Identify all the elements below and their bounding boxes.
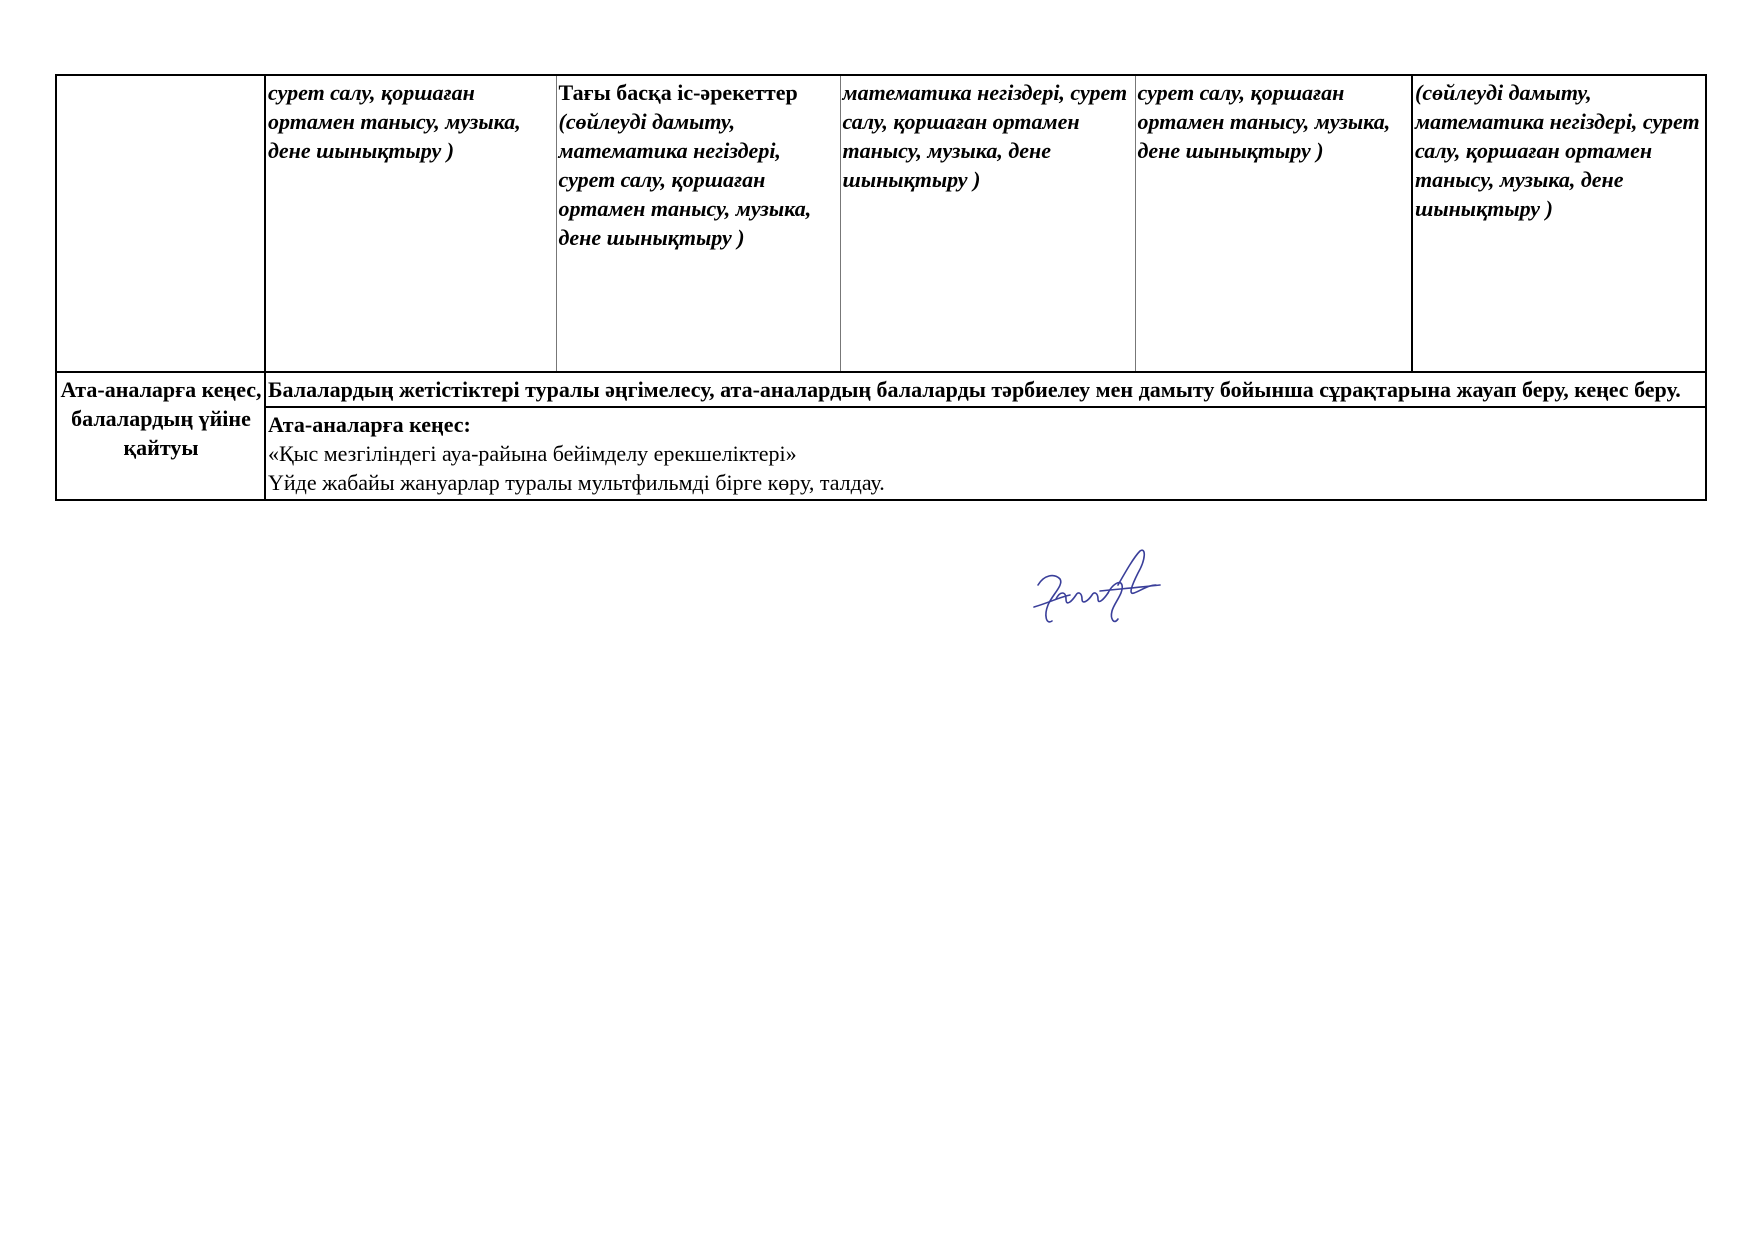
plan-table xyxy=(55,74,1707,501)
section-label-cell xyxy=(56,372,265,500)
activity-cell-3 xyxy=(840,75,1135,372)
activity-cell-5 xyxy=(1412,75,1706,372)
activities-row xyxy=(56,75,1706,372)
section-label: Ата-аналарға кеңес, балалардың үйіне қайтуы xyxy=(60,377,262,460)
activity-cell-2-text: (сөйлеуді дамыту, математика негіздері, сурет салу, қоршаған ортамен танысу, музыка, дене шынықтыру ) xyxy=(558,109,812,250)
activity-cell-1-text: сурет салу, қоршаған ортамен танысу, музыка, дене шынықтыру ) xyxy=(268,80,521,163)
parents-talk-cell xyxy=(265,372,1706,407)
parents-advice-cell xyxy=(265,407,1706,500)
signature-image xyxy=(1030,545,1165,630)
activity-cell-2-heading: Тағы басқа іс-әрекеттер xyxy=(558,80,798,105)
parents-advice-activity: Үйде жабайы жануарлар туралы мультфильмді бірге көру, талдау. xyxy=(268,470,885,495)
activity-cell-2 xyxy=(556,75,840,372)
activity-cell-4-text: сурет салу, қоршаған ортамен танысу, музыка, дене шынықтыру ) xyxy=(1137,80,1391,163)
activity-cell-3-text: математика негіздері, сурет салу, қоршаған ортамен танысу, музыка, дене шынықтыру ) xyxy=(842,80,1128,192)
parents-talk-text: Балалардың жетістіктері туралы әңгімелесу, ата-аналардың балаларды тәрбиелеу мен дамыту бойынша сұрақтарына жауап беру, кеңес беру. xyxy=(268,377,1681,402)
parents-talk-row xyxy=(56,372,1706,407)
parents-advice-row xyxy=(56,407,1706,500)
parents-advice-heading: Ата-аналарға кеңес: xyxy=(268,412,471,437)
empty-label-cell xyxy=(56,75,265,372)
activity-cell-1 xyxy=(265,75,556,372)
activity-cell-4 xyxy=(1135,75,1412,372)
activity-cell-5-text: (сөйлеуді дамыту, математика негіздері, сурет салу, қоршаған ортамен танысу, музыка, дене шынықтыру ) xyxy=(1415,80,1700,221)
parents-advice-topic: «Қыс мезгіліндегі ауа-райына бейімделу ерекшеліктері» xyxy=(268,441,797,466)
